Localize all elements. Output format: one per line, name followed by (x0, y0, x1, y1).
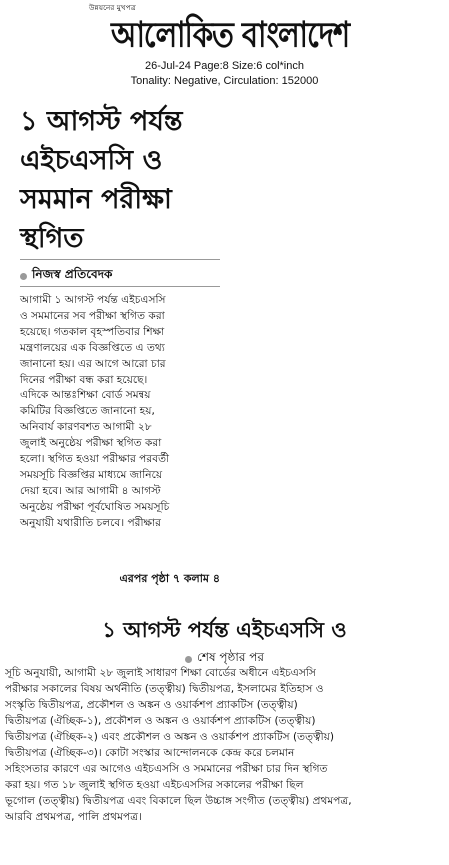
body-line: ও সমমানের সব পরীক্ষা স্থগিত করা (20, 309, 165, 322)
article-headline (20, 102, 225, 258)
bullet-icon (20, 273, 27, 280)
masthead-logo: আলোকিত বাংলাদেশ (110, 14, 350, 55)
masthead-tagline: উন্নয়নের মুখপত্র (89, 4, 137, 12)
body-line: মন্ত্রণালয়ের এক বিজ্ঞপ্তিতে এ তথ্য (20, 341, 165, 354)
body-line: এদিকে আন্তঃশিক্ষা বোর্ড সমন্বয় (20, 389, 151, 402)
headline-line: স্থগিত (20, 223, 84, 254)
body-line: অনুষ্ঠেয় পরীক্ষা পূর্বঘোষিত সময়সূচি (20, 500, 170, 513)
body-line: জুলাই অনুষ্ঠেয় পরীক্ষা স্থগিত করা (20, 437, 162, 450)
headline-line: সমমান পরীক্ষা (20, 184, 172, 215)
continuation-body (5, 665, 442, 825)
masthead (85, 2, 375, 55)
body-line: দ্বিতীয়পত্র (ঐচ্ছিক-৩)। কোটা সংস্কার আন্দোলনকে কেন্দ্র করে চলমান (5, 747, 295, 759)
body-line: দেয়া হবে। আর আগামী ৪ আগস্ট (20, 484, 161, 497)
byline-divider-top (20, 259, 220, 260)
body-line: হয়েছে। গতকাল বৃহস্পতিবার শিক্ষা (20, 325, 165, 338)
body-line: অনিবার্য কারণবশত আগামী ২৮ (20, 421, 152, 434)
body-line: সময়সূচি বিজ্ঞপ্তির মাধ্যমে জানিয়ে (20, 468, 163, 481)
body-line: দ্বিতীয়পত্র (ঐচ্ছিক-১), প্রকৌশল ও অঙ্কন ও ওয়ার্কশপ প্র্যাকটিস (তত্ত্বীয়) (5, 715, 316, 727)
clipping-meta-date: 26-Jul-24 Page:8 Size:6 col*inch (145, 60, 304, 72)
body-line: দিনের পরীক্ষা বন্ধ করা হয়েছে। (20, 373, 148, 386)
clipping-meta-tonality: Tonality: Negative, Circulation: 152000 (130, 75, 319, 87)
body-line: পরীক্ষার সকালের বিষয় অর্থনীতি (তত্ত্বীয়) দ্বিতীয়পত্র, ইসলামের ইতিহাস ও (5, 683, 324, 695)
continuation-label-text: শেষ পৃষ্ঠার পর (196, 650, 264, 664)
bullet-icon (185, 656, 192, 663)
byline-divider-bottom (20, 286, 220, 287)
headline-line: এইচএসসি ও (20, 145, 163, 176)
continuation-headline: ১ আগস্ট পর্যন্ত এইচএসসি ও (102, 617, 347, 642)
body-line: সহিংসতার কারণে এর আগেও এইচএসসি ও সমমানের পরীক্ষা চার দিন স্থগিত (5, 763, 328, 775)
body-line: অনুযায়ী যথারীতি চলবে। পরীক্ষার (20, 516, 162, 529)
continued-on-page: এরপর পৃষ্ঠা ৭ কলাম ৪ (119, 572, 220, 585)
body-line: সংস্কৃতি দ্বিতীয়পত্র, প্রকৌশল ও অঙ্কন ও ওয়ার্কশপ প্র্যাকটিস (তত্ত্বীয়) (5, 699, 298, 711)
body-line: জানানো হয়। এর আগে আরো চার (20, 357, 166, 370)
byline (20, 266, 112, 286)
body-line: আরবি প্রথমপত্র, পালি প্রথমপত্র। (5, 811, 142, 823)
body-line: করা হয়। গত ১৮ জুলাই স্থগিত হওয়া এইচএসসির সকালের পরীক্ষা ছিল (5, 779, 304, 791)
body-line: সূচি অনুযায়ী, আগামী ২৮ জুলাই সাধারণ শিক্ষা বোর্ডের অধীনে এইচএসসি (5, 667, 316, 679)
article-body (20, 293, 221, 532)
body-line: ভূগোল (তত্ত্বীয়) দ্বিতীয়পত্র এবং বিকালে ছিল উচ্চাঙ্গ সংগীত (তত্ত্বীয়) প্রথমপত্র, (5, 795, 352, 807)
headline-line: ১ আগস্ট পর্যন্ত (20, 106, 183, 137)
byline-text: নিজস্ব প্রতিবেদক (32, 267, 113, 281)
body-line: হলো। স্থগিত হওয়া পরীক্ষার পরবর্তী (20, 453, 170, 466)
body-line: দ্বিতীয়পত্র (ঐচ্ছিক-২) এবং প্রকৌশল ও অঙ্কন ও ওয়ার্কশপ প্র্যাকটিস (তত্ত্বীয়) (5, 731, 335, 743)
body-line: আগামী ১ আগস্ট পর্যন্ত এইচএসসি (20, 294, 166, 306)
body-line: কমিটির বিজ্ঞপ্তিতে জানানো হয়, (20, 405, 155, 418)
